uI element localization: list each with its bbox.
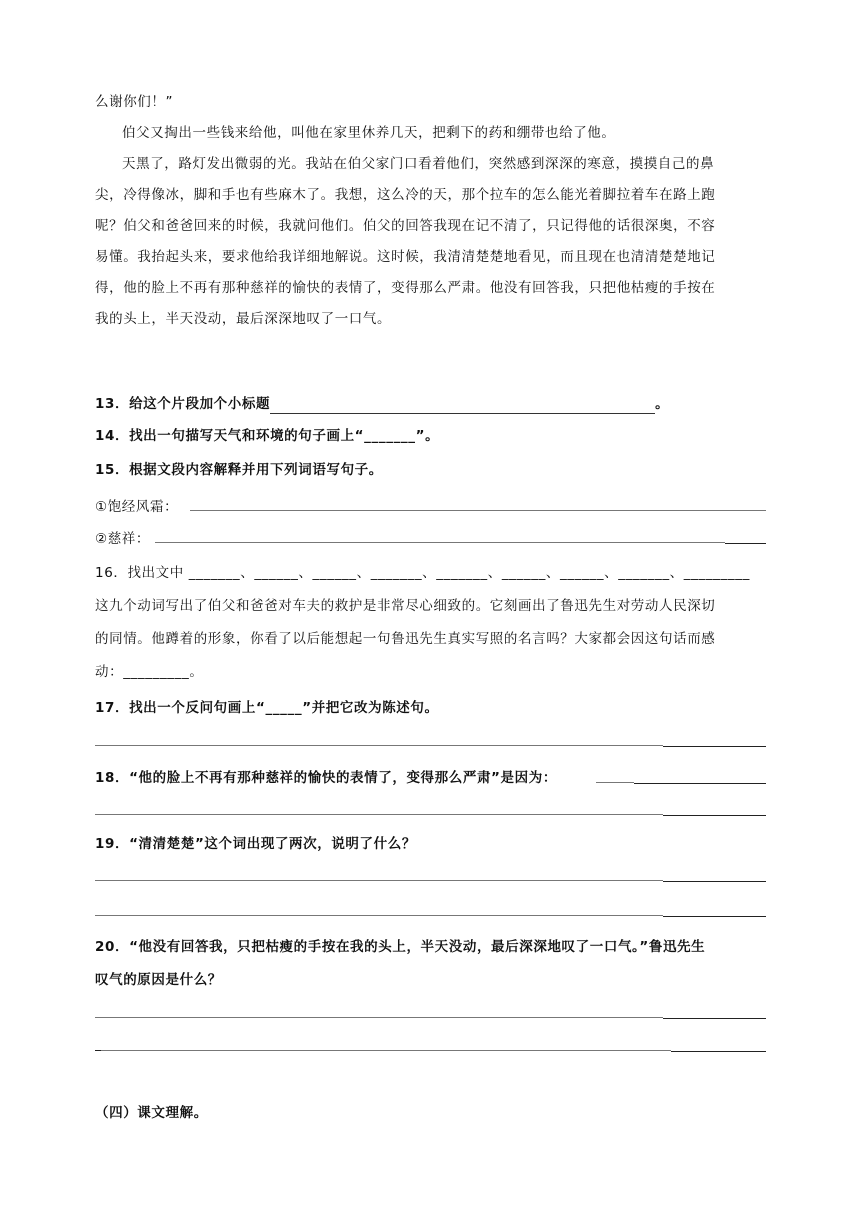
- section-4-heading: （四）课文理解。: [95, 1105, 208, 1121]
- question-20-line-1: 20．“他没有回答我，只把枯瘦的手按在我的头上，半天没动，最后深深地叹了一口气。”鲁迅先生: [95, 939, 706, 955]
- question-13-text: 13．给这个片段加个小标题: [95, 396, 271, 412]
- question-18-answer-line[interactable]: [95, 814, 663, 815]
- question-17-answer-line[interactable]: [95, 745, 663, 746]
- question-18-inline-blank[interactable]: [596, 782, 634, 783]
- question-16-line-4: 动：_________。: [95, 664, 204, 680]
- passage-line-5: 呢？伯父和爸爸回来的时候，我就问他们。伯父的回答我现在记不清了，只记得他的话很深奥，不容: [95, 218, 716, 234]
- question-15b-label: ②慈祥：: [95, 531, 151, 547]
- question-14-end: ”。: [415, 428, 440, 444]
- question-17-text: 17．找出一个反问句画上“: [95, 700, 266, 716]
- question-15b: [95, 529, 767, 549]
- passage-line-1: 么谢你们！”: [95, 94, 174, 110]
- passage-line-4: 尖，冷得像冰，脚和手也有些麻木了。我想，这么冷的天，那个拉车的怎么能光着脚拉着车在路上跑: [95, 187, 716, 203]
- question-17-blank: _____: [265, 700, 303, 716]
- question-17-answer-line-end: [663, 746, 766, 747]
- passage-line-2: 伯父又掏出一些钱来给他，叫他在家里休养几天，把剩下的药和绷带也给了他。: [122, 125, 616, 141]
- question-18-inline-blank-end: [634, 783, 766, 784]
- question-15b-answer-line-end: [725, 543, 766, 544]
- question-19-answer-line-2-end: [663, 916, 766, 917]
- question-20-answer-line-2-end: [671, 1051, 766, 1052]
- question-18-answer-line-end: [663, 815, 766, 816]
- question-14-blank: _______: [364, 428, 416, 444]
- question-19-answer-line-1-end: [663, 881, 766, 882]
- question-15: 15．根据文段内容解释并用下列词语写句子。: [95, 462, 383, 478]
- question-13-end: 。: [655, 396, 670, 412]
- passage-line-3: 天黑了，路灯发出微弱的光。我站在伯父家门口看着他们，突然感到深深的寒意，摸摸自己的鼻: [122, 156, 715, 172]
- question-13: [95, 394, 767, 414]
- passage-line-6: 易懂。我抬起头来，要求他给我详细地解说。这时候，我清清楚楚地看见，而且现在也清清楚楚地记: [95, 249, 716, 265]
- question-20-answer-line-2[interactable]: [101, 1050, 671, 1051]
- question-14-text: 14．找出一句描写天气和环境的句子画上“: [95, 428, 365, 444]
- question-18-text: 18．“他的脸上不再有那种慈祥的愉快的表情了，变得那么严肃”是因为：: [95, 770, 557, 786]
- question-17: [95, 698, 767, 718]
- question-16-line-2: 这九个动词写出了伯父和爸爸对车夫的救护是非常尽心细致的。它刻画出了鲁迅先生对劳动人民深切: [95, 598, 716, 614]
- question-14: [95, 426, 767, 446]
- question-18: [95, 768, 767, 788]
- question-13-answer-blank[interactable]: [270, 399, 655, 414]
- question-20-answer-line-1[interactable]: [95, 1017, 663, 1018]
- passage-line-8: 我的头上，半天没动，最后深深地叹了一口气。: [95, 311, 392, 327]
- question-16-line-1: 16．找出文中 _______、______、______、_______、_______、______、______、_______、_________: [95, 565, 750, 581]
- question-19-answer-line-2[interactable]: [95, 915, 663, 916]
- question-15a-label: ①饱经风霜：: [95, 499, 179, 515]
- question-16-line-3: 的同情。他蹲着的形象，你看了以后能想起一句鲁迅先生真实写照的名言吗？大家都会因这句话而感: [95, 631, 716, 647]
- question-17-end: ”并把它改为陈述句。: [302, 700, 439, 716]
- question-20-answer-line-1-end: [663, 1018, 766, 1019]
- question-15a-answer-line[interactable]: [190, 510, 766, 511]
- question-19-answer-line-1[interactable]: [95, 880, 663, 881]
- question-20-line-2: 叹气的原因是什么？: [95, 972, 222, 988]
- question-15b-answer-line[interactable]: [155, 542, 725, 543]
- question-15a: [95, 497, 767, 517]
- passage-line-7: 得，他的脸上不再有那种慈祥的愉快的表情了，变得那么严肃。他没有回答我，只把他枯瘦的手按在: [95, 280, 716, 296]
- question-19: 19．“清清楚楚”这个词出现了两次，说明了什么？: [95, 836, 416, 852]
